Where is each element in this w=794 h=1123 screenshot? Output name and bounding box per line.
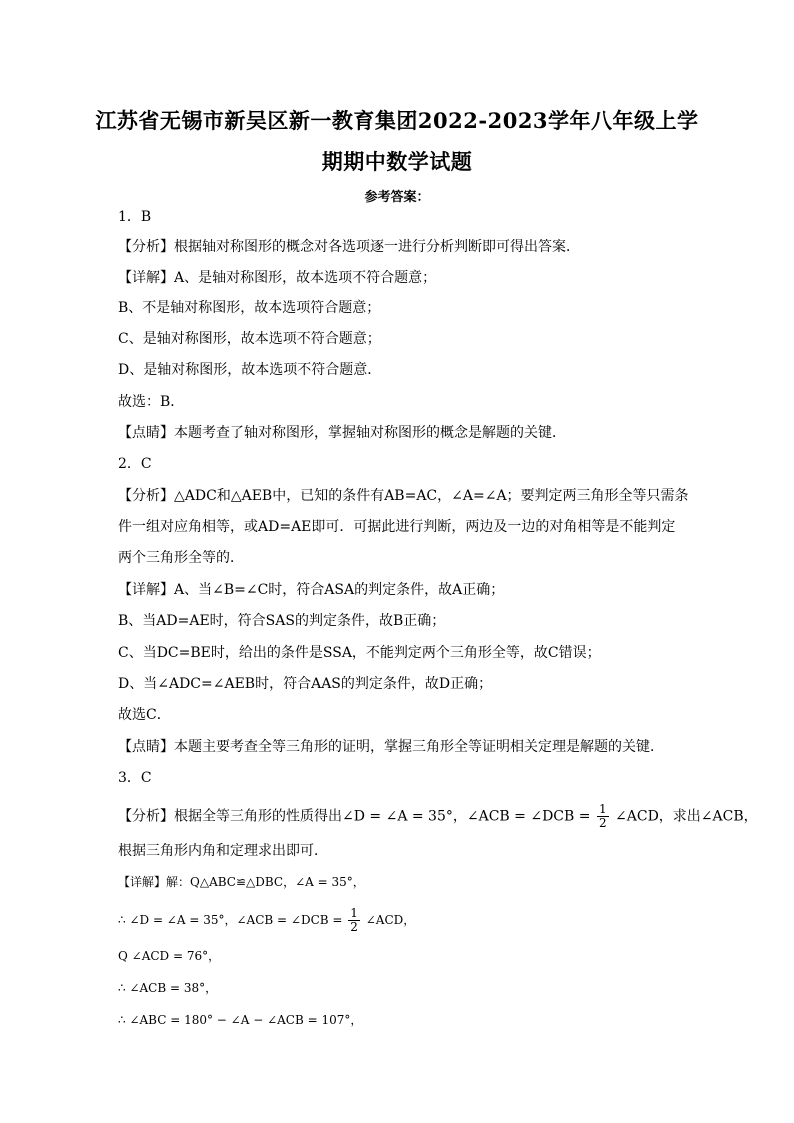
q1-choice: 故选：B． [118, 394, 185, 410]
fraction-denominator: 2 [598, 816, 607, 830]
q2-choice: 故选C． [118, 707, 171, 723]
q2-detail-a: 【详解】A、当∠B=∠C时，符合ASA的判定条件，故A正确； [118, 582, 505, 598]
q2-detail-d: D、当∠ADC=∠AEB时，符合AAS的判定条件，故D正确； [118, 676, 493, 692]
q2-analysis-line-2: 件一组对应角相等，或AD=AE即可．可据此进行判断，两边及一边的对角相等是不能判定 [118, 519, 676, 535]
q3-analysis-text-b: ∠ACD，求出∠ACB， [615, 808, 758, 825]
q3-analysis-line-2: 根据三角形内角和定理求出即可． [118, 843, 328, 859]
q1-comment: 【点睛】本题考查了轴对称图形，掌握轴对称图形的概念是解题的关键． [118, 425, 566, 441]
answer-key-heading: 参考答案： [364, 190, 430, 205]
q1-detail-b: B、不是轴对称图形，故本选项符合题意； [118, 300, 381, 316]
q2-analysis-line-1: 【分析】△ADC和△AEB中，已知的条件有AB=AC，∠A=∠A；要判定两三角形全等只需条 [118, 488, 689, 504]
q3-detail-given: 【详解】解：Q△ABC≌△DBC，∠A = 35°， [118, 875, 365, 889]
q1-analysis: 【分析】根据轴对称图形的概念对各选项逐一进行分析判断即可得出答案． [118, 239, 580, 255]
fraction-denominator-step: 2 [350, 920, 358, 934]
q3-step-1-text-a: ∴ ∠D = ∠A = 35°，∠ACB = ∠DCB = [118, 913, 343, 927]
document-title-line-1: 江苏省无锡市新吴区新一教育集团2022-2023学年八年级上学 [95, 108, 699, 133]
q2-answer: 2．C [118, 456, 152, 472]
q2-analysis-line-3: 两个三角形全等的． [118, 550, 244, 566]
q3-step-4: ∴ ∠ABC = 180° − ∠A − ∠ACB = 107°， [118, 1013, 363, 1027]
q3-analysis-line-1 [118, 803, 758, 830]
q1-answer: 1．B [118, 209, 152, 225]
q2-detail-c: C、当DC=BE时，给出的条件是SSA，不能判定两个三角形全等，故C错误； [118, 645, 601, 661]
document-title-line-2: 期期中数学试题 [321, 149, 473, 174]
q3-step-1-text-b: ∠ACD， [365, 913, 416, 927]
q3-step-2: Q ∠ACD = 76°， [118, 949, 221, 963]
q1-detail-a: 【详解】A、是轴对称图形，故本选项不符合题意； [118, 270, 437, 286]
fraction-one-half [597, 803, 609, 830]
q1-detail-c: C、是轴对称图形，故本选项不符合题意； [118, 331, 381, 347]
q3-step-3: ∴ ∠ACB = 38°， [118, 981, 218, 995]
q3-answer: 3．C [118, 770, 152, 786]
q1-detail-d: D、是轴对称图形，故本选项不符合题意． [118, 362, 382, 378]
q2-detail-b: B、当AD=AE时，符合SAS的判定条件，故B正确； [118, 613, 446, 629]
fraction-numerator: 1 [598, 802, 607, 816]
q3-step-1 [118, 907, 415, 934]
q3-analysis-text-a: 【分析】根据全等三角形的性质得出∠D = ∠A = 35°，∠ACB = ∠DCB = [118, 808, 591, 825]
q2-comment: 【点睛】本题主要考查全等三角形的证明，掌握三角形全等证明相关定理是解题的关键． [118, 739, 664, 755]
fraction-one-half-step [348, 907, 360, 934]
fraction-numerator-step: 1 [350, 906, 358, 920]
